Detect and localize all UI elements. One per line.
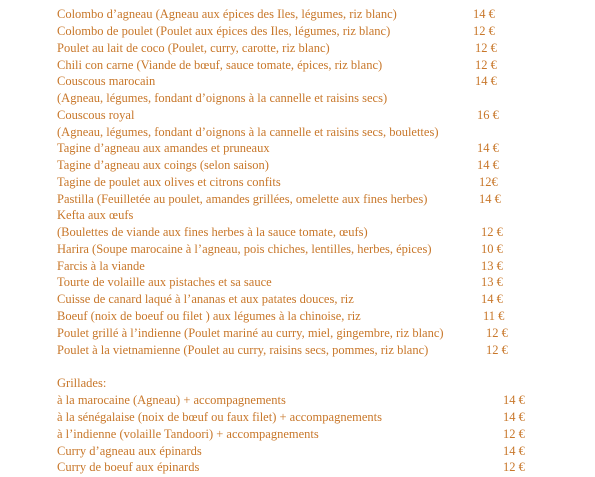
menu-item-description-text: (Agneau, légumes, fondant d’oignons à la cannelle et raisins secs, boulettes) [57,125,439,139]
grill-item-name: Curry de boeuf aux épinards [57,460,200,474]
grill-item-name: à la marocaine (Agneau) + accompagnements [57,393,286,407]
menu-item-name: Cuisse de canard laqué à l’ananas et aux patates douces, riz [57,292,354,306]
grill-item-name: à la sénégalaise (noix de bœuf ou faux filet) + accompagnements [57,410,382,424]
menu-item-name: Colombo de poulet (Poulet aux épices des Iles, légumes, riz blanc) [57,24,391,38]
menu-item-price: 12 € [475,41,497,55]
menu-item-price: 12 € [486,343,508,357]
grill-item-name: à l’indienne (volaille Tandoori) + accompagnements [57,427,319,441]
menu-item-price: 12€ [479,175,498,189]
menu-item-price: 14 € [479,192,501,206]
menu-item-name: Poulet grillé à l’indienne (Poulet mariné au curry, miel, gingembre, riz blanc) [57,326,444,340]
grill-item-name: Curry d’agneau aux épinards [57,444,202,458]
menu-item-name: Tourte de volaille aux pistaches et sa sauce [57,275,272,289]
grill-item-price: 14 € [503,444,525,458]
menu-item-name: Pastilla (Feuilletée au poulet, amandes grillées, omelette aux fines herbes) [57,192,428,206]
menu-item-price: 12 € [481,225,503,239]
menu-item-name: Couscous royal [57,108,135,122]
menu-item-name: Couscous marocain [57,74,156,88]
menu-item-name: Boeuf (noix de boeuf ou filet ) aux légumes à la chinoise, riz [57,309,361,323]
menu-item-price: 12 € [473,24,495,38]
menu-item-price: 10 € [481,242,503,256]
grill-item-price: 14 € [503,410,525,424]
menu-item-name: Tagine de poulet aux olives et citrons confits [57,175,281,189]
menu-item-price: 12 € [486,326,508,340]
menu-item-name: Tagine d’agneau aux amandes et pruneaux [57,141,270,155]
menu-item-price: 14 € [477,158,499,172]
menu-item-description-text: (Boulettes de viande aux fines herbes à la sauce tomate, œufs) [57,225,368,239]
menu-item-name: Farcis à la viande [57,259,145,273]
menu-item-name: Colombo d’agneau (Agneau aux épices des Iles, légumes, riz blanc) [57,7,397,21]
menu-item-description-text: (Agneau, légumes, fondant d’oignons à la cannelle et raisins secs) [57,91,388,105]
menu-item-price: 13 € [481,275,503,289]
menu-item-name: Harira (Soupe marocaine à l’agneau, pois chiches, lentilles, herbes, épices) [57,242,432,256]
menu-item-price: 13 € [481,259,503,273]
menu-item-name: Kefta aux œufs [57,208,134,222]
menu-item-price: 12 € [475,58,497,72]
menu-item-name: Poulet au lait de coco (Poulet, curry, carotte, riz blanc) [57,41,330,55]
grill-item-price: 14 € [503,393,525,407]
menu-item-name: Poulet à la vietnamienne (Poulet au curry, raisins secs, pommes, riz blanc) [57,343,429,357]
menu-item-price: 14 € [477,141,499,155]
menu-item-price: 14 € [481,292,503,306]
menu-item-price: 14 € [475,74,497,88]
menu-item-price: 11 € [483,309,505,323]
menu-item-name: Chili con carne (Viande de bœuf, sauce tomate, épices, riz blanc) [57,58,383,72]
section-heading-text: Grillades: [57,376,107,390]
menu-item-price: 14 € [473,7,495,21]
grill-item-price: 12 € [503,460,525,474]
grill-item-price: 12 € [503,427,525,441]
menu-item-name: Tagine d’agneau aux coings (selon saison) [57,158,269,172]
menu-item-price: 16 € [477,108,499,122]
